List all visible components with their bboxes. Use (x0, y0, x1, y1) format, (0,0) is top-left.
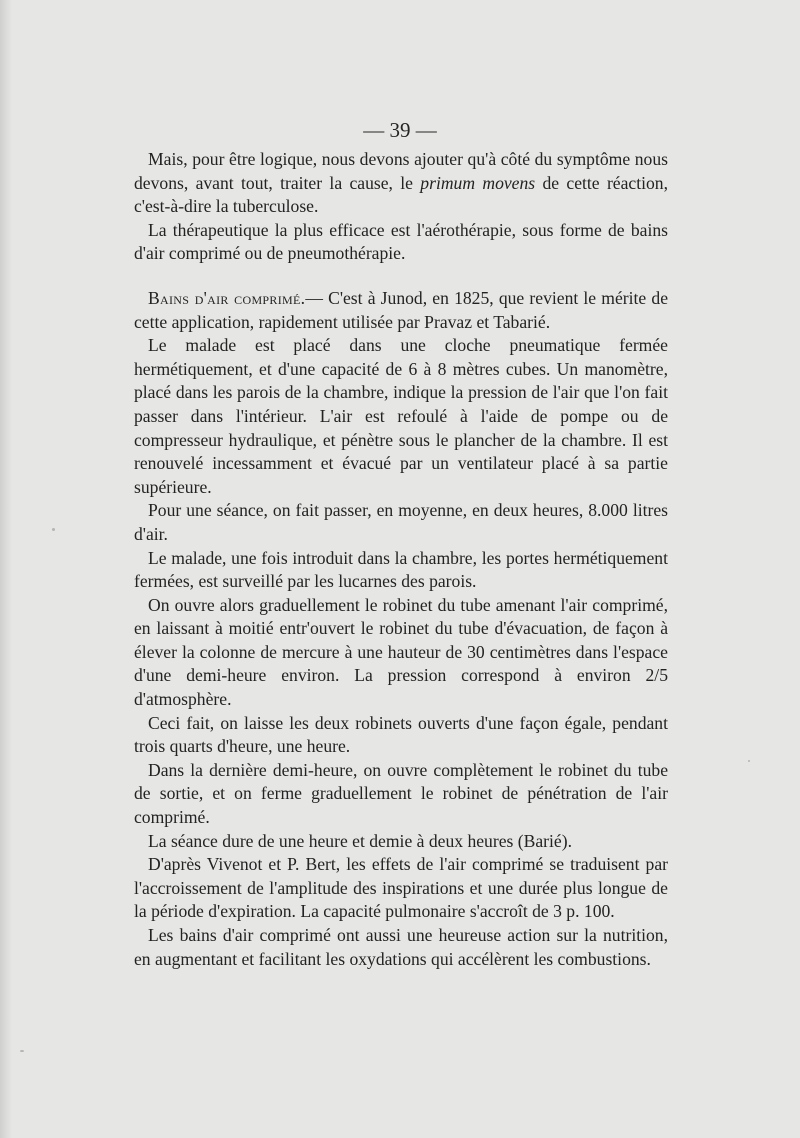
paragraph-11: D'après Vivenot et P. Bert, les effets de l'air comprimé se traduisent par l'accroissement de l'amplitude des inspirations et une durée plus longue de la période d'expiration. La capacité pulmonaire s'accroît de 3 p. 100. (134, 854, 668, 922)
body-text (134, 148, 668, 971)
paragraph-8: Ceci fait, on laisse les deux robinets ouverts d'une façon égale, pendant trois quarts d'heure, une heure. (134, 712, 668, 757)
paragraph-5: Pour une séance, on fait passer, en moyenne, en deux heures, 8.000 litres d'air. (134, 500, 668, 544)
paragraph-3 (134, 287, 668, 334)
paragraph-1-start: Mais, pour être logique, nous devons ajouter qu'à côté du symptôme nous devons, avant tout, traiter la cause, le (134, 149, 668, 193)
page-number: — 39 — (363, 118, 437, 142)
paper-speck (748, 760, 750, 762)
paragraph-6: Le malade, une fois introduit dans la chambre, les portes hermétiquement fermées, est surveillé par les lucarnes des parois. (134, 547, 668, 592)
paragraph-12: Les bains d'air comprimé ont aussi une heureuse action sur la nutrition, en augmentant et facilitant les oxydations qui accélèrent les combustions. (134, 925, 668, 969)
paragraph-1-emphasis: primum movens (420, 172, 536, 193)
section-heading: Bains d'air comprimé. (148, 287, 306, 308)
paper-speck (20, 1050, 24, 1052)
paragraph-4: Le malade est placé dans une cloche pneumatique fermée hermétiquement, et d'une capacité de 6 à 8 mètres cubes. Un manomètre, placé dans les parois de la chambre, indique la pression de l'air que l'on fait passer dans l'intérieur. L'air est refoulé à l'aide de pompe ou de compresseur hydraulique, et pénètre sous le plancher de la chambre. Il est renouvelé incessamment et évacué par un ventilateur placé à sa partie supérieure. (134, 335, 668, 497)
paragraph-2: La thérapeutique la plus efficace est l'aérothérapie, sous forme de bains d'air comprimé ou de pneumothérapie. (134, 219, 668, 264)
paragraph-10: La séance dure de une heure et demie à deux heures (Barié). (148, 830, 572, 851)
page-edge-shadow (0, 0, 12, 1138)
paragraph-7: On ouvre alors graduellement le robinet du tube amenant l'air comprimé, en laissant à moitié entr'ouvert le robinet du tube d'évacuation, de façon à élever la colonne de mercure à une hauteur de 30 centimètres dans l'espace d'une demi-heure environ. La pression correspond à environ 2/5 d'atmosphère. (134, 594, 668, 710)
paragraph-9: Dans la dernière demi-heure, on ouvre complètement le robinet du tube de sortie, et on ferme graduellement le robinet de pénétration de l'air comprimé. (134, 759, 668, 828)
paragraph-3-body: — C'est à Junod, en 1825, que revient le mérite de cette application, rapidement utilisée par Pravaz et Tabarié. (134, 287, 669, 332)
paragraph-1 (134, 148, 668, 219)
paragraph-1-end: de cette réaction, c'est-à-dire la tuberculose. (134, 172, 668, 217)
paper-speck (52, 528, 55, 531)
